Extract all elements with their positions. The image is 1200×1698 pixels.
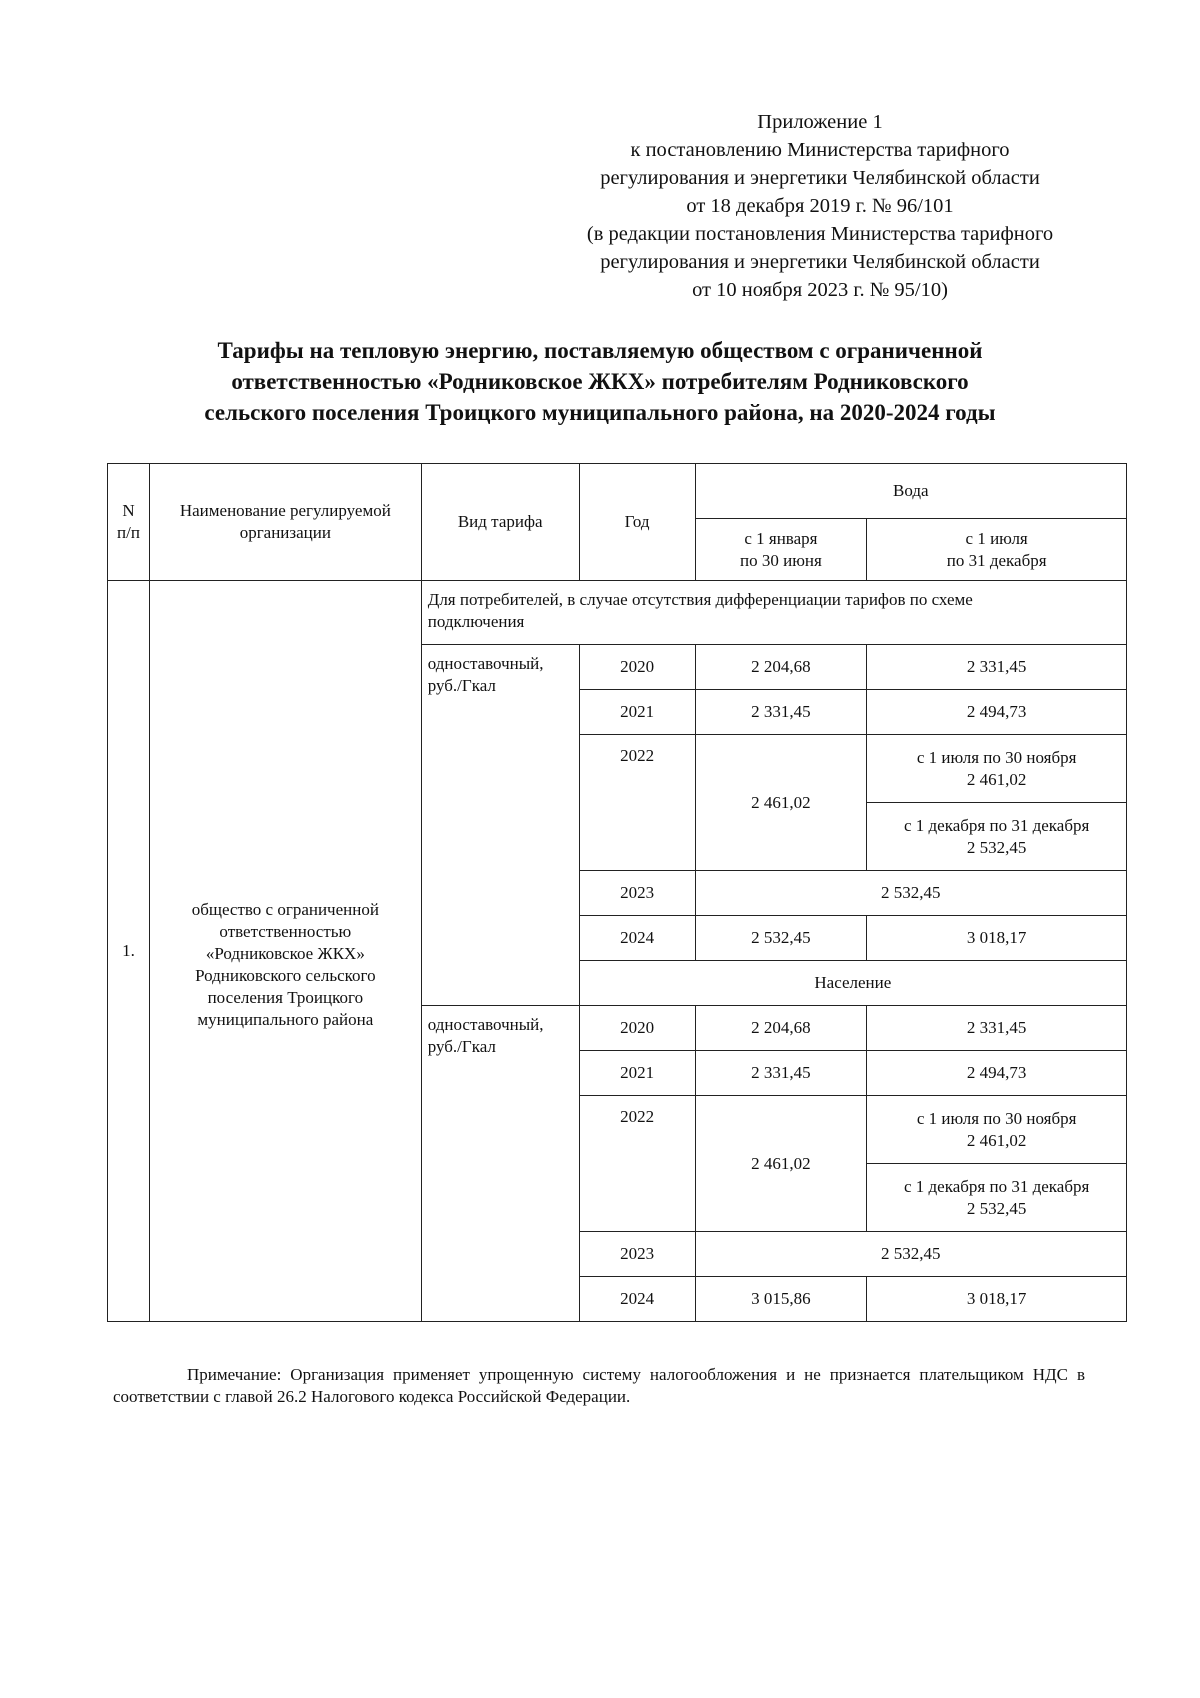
header-line: регулирования и энергетики Челябинской области xyxy=(600,251,1040,273)
value-h1: 2 204,68 xyxy=(695,645,867,690)
value-h1: 2 461,02 xyxy=(695,735,867,871)
year-cell: 2020 xyxy=(579,645,695,690)
header-line: от 10 ноября 2023 г. № 95/10) xyxy=(692,279,948,301)
table-header-row xyxy=(108,464,1127,519)
section-label: Для потребителей, в случае отсутствия дифференциации тарифов по схеме подключения xyxy=(421,581,1126,645)
header-line: к постановлению Министерства тарифного xyxy=(630,139,1010,161)
header-period-2: с 1 июля по 31 декабря xyxy=(867,519,1127,581)
value-h2: 2 331,45 xyxy=(867,1006,1127,1051)
value-full: 2 532,45 xyxy=(695,1232,1126,1277)
value-h1: 2 532,45 xyxy=(695,916,867,961)
value-h2-sub: с 1 июля по 30 ноября 2 461,02 xyxy=(867,1096,1127,1164)
value-h2-sub: с 1 июля по 30 ноября 2 461,02 xyxy=(867,735,1127,803)
year-cell: 2023 xyxy=(579,871,695,916)
value-h1: 2 204,68 xyxy=(695,1006,867,1051)
year-cell: 2022 xyxy=(579,1096,695,1232)
header-num: N п/п xyxy=(108,464,150,581)
header-line: (в редакции постановления Министерства тарифного xyxy=(586,223,1054,245)
value-h2: 2 494,73 xyxy=(867,1051,1127,1096)
header-line: от 18 декабря 2019 г. № 96/101 xyxy=(686,195,954,217)
header-line: Приложение 1 xyxy=(757,111,883,133)
header-year: Год xyxy=(579,464,695,581)
tariff-type: одноставочный, руб./Гкал xyxy=(421,645,579,1006)
footnote: Примечание: Организация применяет упрощенную систему налогообложения и не признается плательщиком НДС в соответствии с главой 26.2 Налогового кодекса Российской Федерации. xyxy=(113,1365,1085,1406)
year-cell: 2020 xyxy=(579,1006,695,1051)
tariff-table xyxy=(107,463,1127,1322)
value-h2-sub: с 1 декабря по 31 декабря 2 532,45 xyxy=(867,803,1127,871)
title-line: ответственностью «Родниковское ЖКХ» потребителям Родниковского xyxy=(231,369,969,394)
header-tariff-type: Вид тарифа xyxy=(421,464,579,581)
table-row xyxy=(108,581,1127,645)
value-h2: 2 494,73 xyxy=(867,690,1127,735)
year-cell: 2022 xyxy=(579,735,695,871)
value-h1: 2 331,45 xyxy=(695,690,867,735)
year-cell: 2023 xyxy=(579,1232,695,1277)
value-h2: 2 331,45 xyxy=(867,645,1127,690)
value-h1: 2 331,45 xyxy=(695,1051,867,1096)
document-title xyxy=(100,335,1100,428)
tariff-type: одноставочный, руб./Гкал xyxy=(421,1006,579,1322)
year-cell: 2021 xyxy=(579,690,695,735)
year-cell: 2024 xyxy=(579,916,695,961)
value-h2-sub: с 1 декабря по 31 декабря 2 532,45 xyxy=(867,1164,1127,1232)
value-h1: 3 015,86 xyxy=(695,1277,867,1322)
value-full: 2 532,45 xyxy=(695,871,1126,916)
value-h2: 3 018,17 xyxy=(867,1277,1127,1322)
organization-name: общество с ограниченной ответственностью «Родниковское ЖКХ» Родниковского сельского поселения Троицкого муниципального района xyxy=(149,581,421,1322)
header-organization: Наименование регулируемой организации xyxy=(149,464,421,581)
header-line: регулирования и энергетики Челябинской области xyxy=(600,167,1040,189)
title-line: сельского поселения Троицкого муниципального района, на 2020-2024 годы xyxy=(204,400,996,425)
value-h1: 2 461,02 xyxy=(695,1096,867,1232)
row-number: 1. xyxy=(108,581,150,1322)
year-cell: 2021 xyxy=(579,1051,695,1096)
year-cell: 2024 xyxy=(579,1277,695,1322)
value-h2: 3 018,17 xyxy=(867,916,1127,961)
title-line: Тарифы на тепловую энергию, поставляемую обществом с ограниченной xyxy=(217,338,983,363)
appendix-header xyxy=(540,108,1100,304)
header-period-1: с 1 января по 30 июня xyxy=(695,519,867,581)
header-water: Вода xyxy=(695,464,1126,519)
section-label: Население xyxy=(579,961,1126,1006)
